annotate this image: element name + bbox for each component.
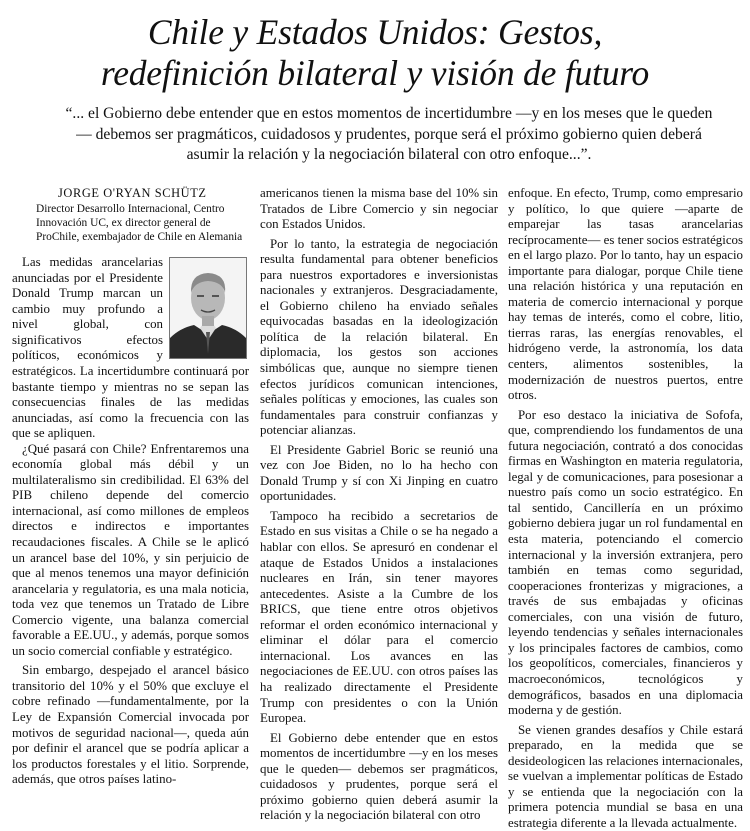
paragraph-7-continued: enfoque. En efecto, Trump, como empresario y político, lo que quiere —aparte de emparejar las tasas arancelarias recíprocamente— es tener socios estratégicos en el largo plazo. Por lo tanto, hay un espacio importante para dialogar, porque Chile tiene una relación histórica y una reputación en materia de comercio internacional y porque hay temas de interés, como el cobre, litio, tierras raras, las energías renovables, el hidrógeno verde, la astronomía, los data centers, alimentos sostenibles, la modernización de nuestros puertos, entre otros. [508,186,743,403]
article-headline [20,12,730,94]
author-photo [169,257,247,359]
paragraph-5: El Presidente Gabriel Boric se reunió una vez con Joe Biden, no lo ha hecho con Donald Trump y sí con Xi Jinping en cuatro oportunidades. [260,442,498,504]
headline-line-2: redefinición bilateral y visión de futuro [100,53,650,93]
paragraph-2: ¿Qué pasará con Chile? Enfrentaremos una economía global más débil y un multilateralismo sin credibilidad. El 63% del PIB chileno depende del comercio internacional, así como millones de empleos directos e indirectos e importantes recaudaciones fiscales. A Chile se le aplicó un arancel base del 10%, y sin perjuicio de que al menos tenemos una mayor definición arancelaria y regulatoria, es una mala noticia, toda vez que tenemos un Tratado de Libre Comercio vigente, una balanza comercial favorable a EE.UU., y además, porque somos un socio comercial confiable y estratégico. [12,441,249,658]
column-1 [12,186,249,788]
paragraph-6: Tampoco ha recibido a secretarios de Estado en sus visitas a Chile o se ha negado a hablar con ellos. Se apresuró en condenar el ataque de Estados Unidos a instalaciones nucleares en Irán, sin tener mayores antecedentes. Asiste a la Cumbre de los BRICS, que tiene entre otros objetivos reformar el orden económico internacional y eliminar el dólar para el comercio internacional. Los avances en las negociaciones de EE.UU. con otros países las ha realizado directamente el Presidente Trump con presidentes o con la Unión Europea. [260,508,498,726]
headline-line-1: Chile y Estados Unidos: Gestos, [147,12,603,52]
author-role: Director Desarrollo Internacional, Centro Innovación UC, ex director general de ProChile, exembajador de Chile en Alemania [36,202,243,243]
pull-quote: “... el Gobierno debe entender que en estos momentos de incertidumbre —y en los meses que le queden— debemos ser pragmáticos, cuidadosos y prudentes, porque será el próximo gobierno quien deberá asumir la relación y la negociación bilateral con otro enfoque...”. [65,105,713,163]
paragraph-1-text: Las medidas arancelarias anunciadas por el Presidente Donald Trump marcan un cambio muy profundo a nivel global, con significativos efectos políticos, económicos y estratégicos. La incertidumbre continuará por bastante tiempo y mientras no se sepan las consecuencias finales de las medidas anunciadas, así como la frecuencia con las que se apliquen. [12,255,249,441]
author-name: JORGE O'RYAN SCHÜTZ [58,186,207,200]
author-portrait-image [170,258,246,358]
paragraph-3: Sin embargo, despejado el arancel básico transitorio del 10% y el 50% que excluye el cobre refinado —fundamentalmente, por la Ley de Expansión Comercial invocada por motivos de seguridad nacional—, queda aún por definir el arancel que se podría aplicar a los productos forestales y el litio. Sorprende, además, que otros países latino- [12,663,249,787]
paragraph-3-continued: americanos tienen la misma base del 10% sin Tratados de Libre Comercio y sin negociar con Estados Unidos. [260,186,498,232]
paragraph-8: Por eso destaco la iniciativa de Sofofa, que, comprendiendo los fundamentos de una futura negociación, contrató a dos conocidas firmas en Washington en materia regulatoria, legal y de comunicaciones, para posesionar a nuestro país como un socio estratégico. En tal sentido, Cancillería en un próximo gobierno debiera jugar un rol fundamental en esta materia, potenciando el comercio internacional y la inversión extranjera, pero también en temas como seguridad, cooperaciones fronterizas y migraciones, a través de sus embajadas y oficinas comerciales, con una visión de futuro, leyendo tendencias y señales internacionales y los principales factores de cambios, como los geopolíticos, comerciales, financieros y macroeconómicos, tecnológicos y demográficos, basados en una diplomacia moderna y de gestión. [508,407,743,718]
column-3 [508,186,743,831]
paragraph-9: Se vienen grandes desafíos y Chile estará preparado, en la medida que se desideologicen las relaciones internacionales, se vuelvan a implementar políticas de Estado y se entienda que la negociación con la primera potencia mundial se basa en una estrategia diferente a la llevada actualmente. [508,722,743,830]
paragraph-4: Por lo tanto, la estrategia de negociación resulta fundamental para obtener beneficios para nuestros exportadores e inversionistas nacionales y extranjeros. Desgraciadamente, el Gobierno chileno ha enviado señales equivocadas basadas en la ideologización política de la relación bilateral. En diplomacia, los gestos son acciones simbólicas que, aunque no siempre tienen efectos jurídicos comunican intenciones, señales políticas y emociones, las cuales son fundamentales para construir confianzas y potenciar alianzas. [260,236,498,438]
column-2 [260,186,498,824]
paragraph-7: El Gobierno debe entender que en estos momentos de incertidumbre —y en los meses que le queden— debemos ser pragmáticos, cuidadosos y prudentes, porque será el próximo gobierno quien deberá asumir la relación y la negociación bilateral con otro [260,730,498,823]
paragraph-1 [12,255,249,442]
